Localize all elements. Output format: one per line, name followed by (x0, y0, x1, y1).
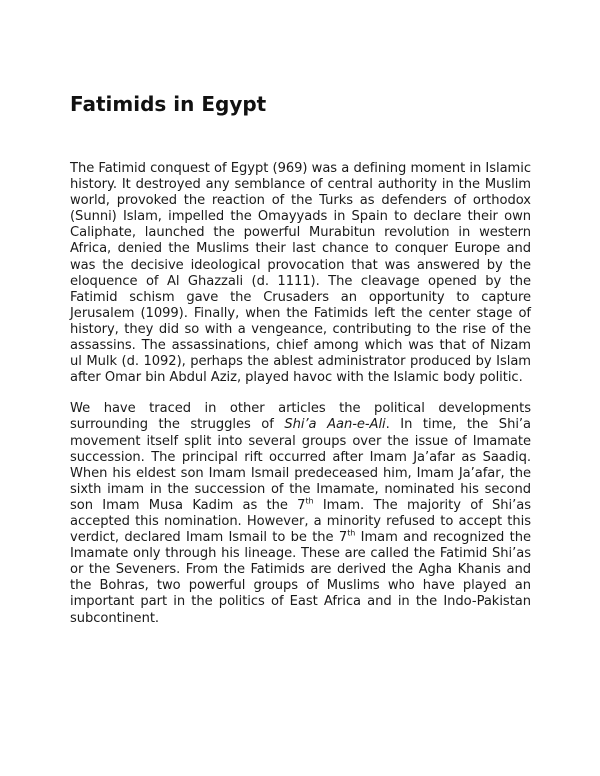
paragraph-2-italic-term: Shi’a Aan-e-Ali (284, 417, 386, 433)
paragraph-2-text-1: We have traced in other articles the political developments surrounding the struggles of (70, 401, 531, 433)
page-title: Fatimids in Egypt (70, 92, 267, 116)
article-body (70, 161, 531, 642)
paragraph-2-text-3: Imam. The majority of Shi’as accepted this nomination. However, a minority refused to accept this verdict, declared Imam Ismail to be the 7 (70, 497, 531, 546)
paragraph-2 (70, 401, 531, 626)
paragraph-1: The Fatimid conquest of Egypt (969) was a defining moment in Islamic history. It destroyed any semblance of central authority in the Muslim world, provoked the reaction of the Turks as defenders of orthodox (Sunni) Islam, impelled the Omayyads in Spain to declare their own Caliphate, launched the powerful Murabitun revolution in western Africa, denied the Muslims their last chance to conquer Europe and was the decisive ideological provocation that was answered by the eloquence of Al Ghazzali (d. 1111). The cleavage opened by the Fatimid schism gave the Crusaders an opportunity to capture Jerusalem (1099). Finally, when the Fatimids left the center stage of history, they did so with a vengeance, contributing to the rise of the assassins. The assassinations, chief among which was that of Nizam ul Mulk (d. 1092), perhaps the ablest administrator produced by Islam after Omar bin Abdul Aziz, played havoc with the Islamic body politic. (70, 161, 531, 386)
paragraph-2-text-4: Imam and recognized the Imamate only through his lineage. These are called the Fatimid Shi’as or the Seveners. From the Fatimids are derived the Agha Khanis and the Bohras, two powerful groups of Muslims who have played an important part in the politics of East Africa and in the Indo-Pakistan subcontinent. (70, 530, 531, 626)
ordinal-suffix-2: th (347, 528, 356, 538)
paragraph-2-text-2: . In time, the Shi’a movement itself split into several groups over the issue of Imamate succession. The principal rift occurred after Imam Ja’afar as Saadiq. When his eldest son Imam Ismail predeceased him, Imam Ja’afar, the sixth imam in the succession of the Imamate, nominated his second son Imam Musa Kadim as the 7 (70, 417, 531, 513)
ordinal-suffix-1: th (305, 496, 314, 506)
